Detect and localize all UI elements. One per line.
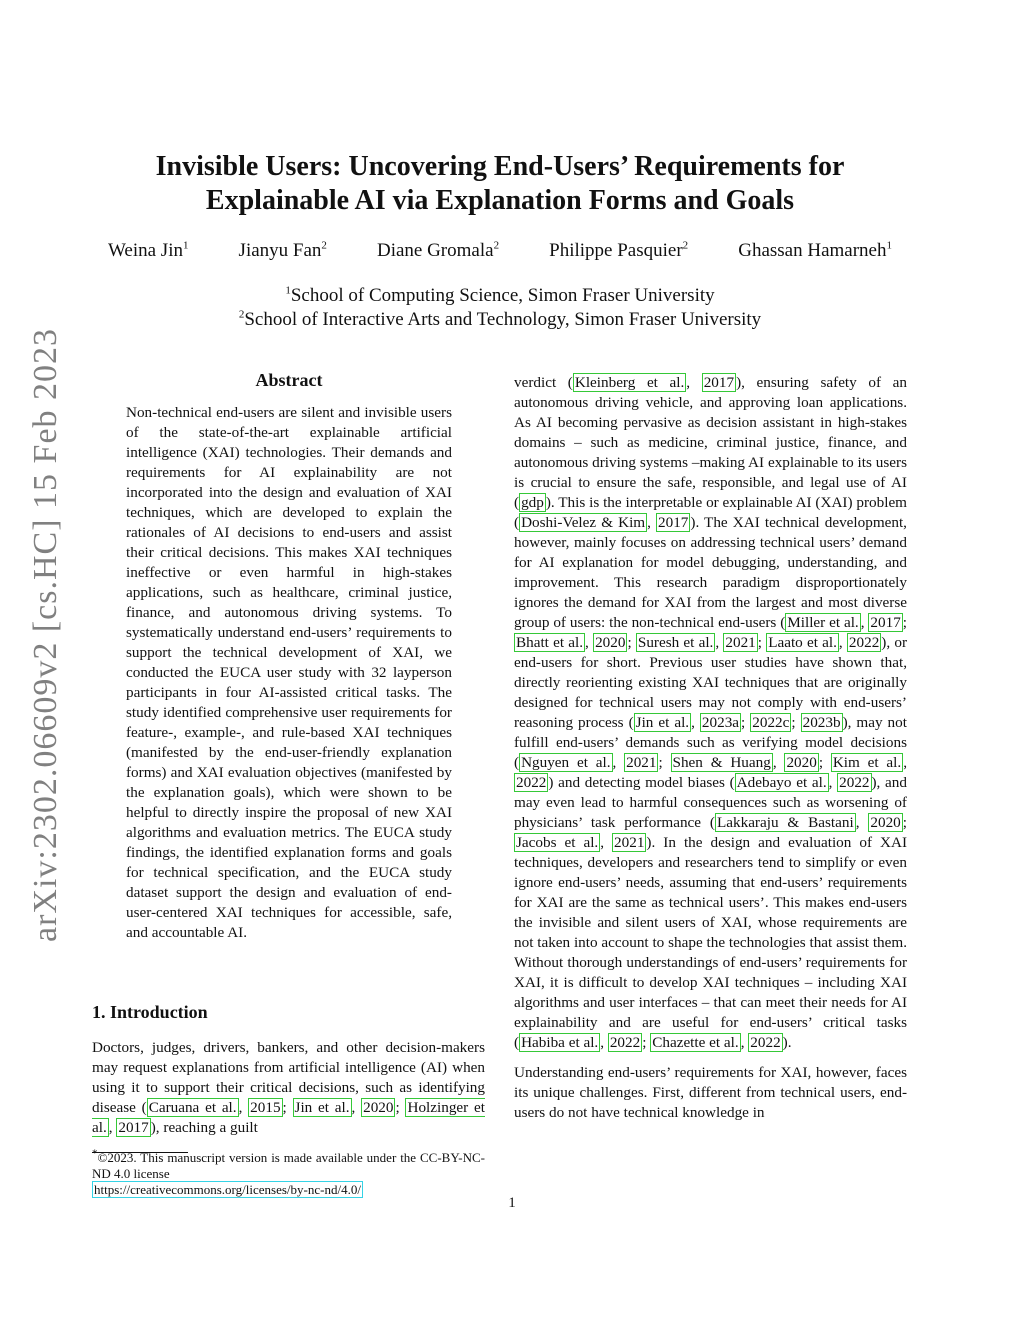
citation-link[interactable]: Habiba et al.	[521, 1034, 599, 1051]
citation-link[interactable]: Shen & Huang	[672, 754, 771, 771]
citation-link[interactable]: 2022	[750, 1034, 781, 1051]
citation-link[interactable]: Caruana et al.	[148, 1099, 237, 1116]
author-name: Ghassan Hamarneh$^1$	[738, 239, 892, 261]
citation-link[interactable]: Miller et al.	[787, 614, 859, 631]
citation-link[interactable]: 2022	[609, 1034, 641, 1051]
citation-link[interactable]: Kleinberg et al.	[574, 374, 685, 391]
citation-link[interactable]: 2021	[725, 634, 756, 651]
citation-link[interactable]: 2022	[839, 774, 870, 791]
affiliation-2: $^2$School of Interactive Arts and Technology, Simon Fraser University	[238, 308, 762, 330]
citation-link[interactable]: 2017	[118, 1119, 149, 1136]
affiliation-1: $^1$School of Computing Science, Simon Fraser University	[285, 284, 715, 306]
title-line-1: Invisible Users: Uncovering End-Users’ Requirements for	[155, 151, 845, 182]
citation-link[interactable]: gdp	[521, 494, 544, 511]
introduction-paragraph-3: Understanding end-users’ requirements for XAI, however, faces its unique challenges. First, different from technical users, end-users do not have technical knowledge in	[514, 1064, 907, 1121]
author-name: Weina Jin$^1$	[108, 239, 189, 261]
citation-link[interactable]: Kim et al.	[832, 754, 902, 771]
citation-link[interactable]: Lakkaraju & Bastani	[716, 814, 854, 831]
citation-link[interactable]: 2020	[595, 634, 626, 651]
citation-link[interactable]: 2017	[658, 514, 689, 531]
author-list	[90, 240, 910, 262]
citation-link[interactable]: Adebayo et al.	[736, 774, 827, 791]
abstract-text: Non-technical end-users are silent and invisible users of the state-of-the-art explainable artificial intelligence (XAI) technologies. Their demands and requirements for AI explainability are not incorporated into the design and evaluation of XAI techniques, which are developed to explain the rationales of AI decisions to end-users and assist their critical decisions. This makes XAI techniques ineffective or even harmful in high-stakes applications, such as healthcare, criminal justice, finance, and autonomous driving systems. To systematically understand end-users’ requirements to support the technical development of XAI, we conducted the EUCA user study with 32 layperson participants in four AI-assisted critical tasks. The study identified comprehensive user requirements for feature-, example-, and rule-based XAI techniques (manifested by the end-user-friendly explanation forms) and XAI evaluation objectives (manifested by the explanation goals), which were shown to be helpful to directly inspire the proposal of new XAI algorithms and evaluation metrics. The EUCA study findings, the identified explanation forms and goals for technical specification, and the EUCA study dataset support the design and evaluation of end-user-centered XAI techniques for accessible, safe, and accountable AI.	[126, 404, 452, 941]
page-number: 1	[508, 1195, 516, 1211]
citation-link[interactable]: Chazette et al.	[652, 1034, 739, 1051]
citation-link[interactable]: 2020	[870, 814, 901, 831]
citation-link[interactable]: 2022	[848, 634, 880, 651]
citation-link[interactable]: 2023a	[701, 714, 740, 731]
citation-link[interactable]: Holzinger et al.	[92, 1099, 485, 1136]
author-name: Jianyu Fan$^2$	[238, 239, 327, 261]
footnote: *©2023. This manuscript version is made available under the CC-BY-NC-ND 4.0 license https://creativecommons.org/licenses/by-nc-nd/4.0/	[92, 1147, 485, 1197]
citation-link[interactable]: 2020	[363, 1099, 394, 1116]
citation-link[interactable]: Jacobs et al.	[516, 834, 599, 851]
right-column	[514, 373, 907, 1133]
citation-link[interactable]: Doshi-Velez & Kim	[521, 514, 646, 531]
citation-link[interactable]: 2020	[786, 754, 817, 771]
citation-link[interactable]: 2021	[626, 754, 657, 771]
citation-link[interactable]: 2022c	[752, 714, 790, 731]
citation-link[interactable]: 2017	[870, 614, 901, 631]
author-name: Philippe Pasquier$^2$	[549, 239, 689, 261]
paper-title	[90, 150, 910, 218]
citation-link[interactable]: Laato et al.	[768, 634, 837, 651]
citation-link[interactable]: 2023b	[802, 714, 841, 731]
citation-link[interactable]: Nguyen et al.	[521, 754, 611, 771]
introduction-paragraph-1: Doctors, judges, drivers, bankers, and other decision-makers may request explanations from artificial intelligence (AI) when using it to support their critical decisions, such as identifying disease ( Caruana et al. , 2015 ; Jin et al. , 2020 ; Holzinger et al. , 2017 ), reaching a guilt	[92, 1039, 485, 1136]
introduction-paragraph-2: verdict ( Kleinberg et al. , 2017 ), ensuring safety of an autonomous driving vehicle, and approving loan applications. As AI becoming pervasive as decision assistant in high-stakes domains – such as medicine, criminal justice, finance, and autonomous driving systems –making AI explainable to its users is crucial to ensure the safe, responsible, and legal use of AI ( gdp ). This is the interpretable or explainable AI (XAI) problem ( Doshi-Velez & Kim , 2017 ). The XAI technical development, however, mainly focuses on addressing technical users’ demand for AI explanation for model debugging, understanding, and improvement. This research paradigm disproportionately ignores the demand for XAI from the largest and most diverse group of users: the non-technical end-users ( Miller et al. , 2017 ; Bhatt et al. , 2020 ; Suresh et al. , 2021 ; Laato et al. , 2022 ), or end-users for short. Previous user studies have shown that, directly reorienting existing XAI techniques that are originally designed for technical users may not comply with end-users’ reasoning process ( Jin et al. , 2023a ; 2022c ; 2023b ), may not fulfill end-users’ demands such as verifying model decisions ( Nguyen et al. , 2021 ; Shen & Huang , 2020 ; Kim et al. , 2022 ) and detecting model biases ( Adebayo et al. , 2022 ), and may even lead to harmful consequences such as worsening of physicians’ task performance ( Lakkaraju & Bastani , 2020 ; Jacobs et al. , 2021 ). In the design and evaluation of XAI techniques, developers and researchers tend to simplify or even ignore end-users’ needs, assuming that end-users’ requirements for XAI are the same as technical users’. This makes end-users the invisible and silent users of XAI, whose requirements are not taken into account to shape the technologies that assist them. Without thorough understandings of end-users’ requirements for XAI, it is difficult to develop XAI techniques – including XAI algorithms and user interfaces – that can meet their needs for AI explainability and are useful for end-users’ critical tasks ( Habiba et al. , 2022 ; Chazette et al. , 2022 ).	[514, 374, 908, 1051]
title-line-2: Explainable AI via Explanation Forms and Goals	[205, 185, 795, 216]
citation-link[interactable]: Bhatt et al.	[516, 634, 584, 651]
license-url-link[interactable]: https://creativecommons.org/licenses/by-nc-nd/4.0/	[94, 1182, 361, 1197]
citation-link[interactable]: 2022	[516, 774, 547, 791]
abstract-heading: Abstract	[255, 370, 323, 390]
citation-link[interactable]: 2021	[614, 834, 645, 851]
citation-link[interactable]: Suresh et al.	[637, 634, 714, 651]
citation-link[interactable]: Jin et al.	[294, 1099, 350, 1116]
citation-link[interactable]: Jin et al.	[635, 714, 690, 731]
author-name: Diane Gromala$^2$	[376, 239, 500, 261]
citation-link[interactable]: 2015	[250, 1099, 281, 1116]
citation-link[interactable]: 2017	[703, 374, 735, 391]
section-heading-introduction: 1. Introduction	[92, 1002, 208, 1022]
arxiv-identifier[interactable]: arXiv:2302.06609v2 [cs.HC] 15 Feb 2023	[27, 327, 64, 942]
